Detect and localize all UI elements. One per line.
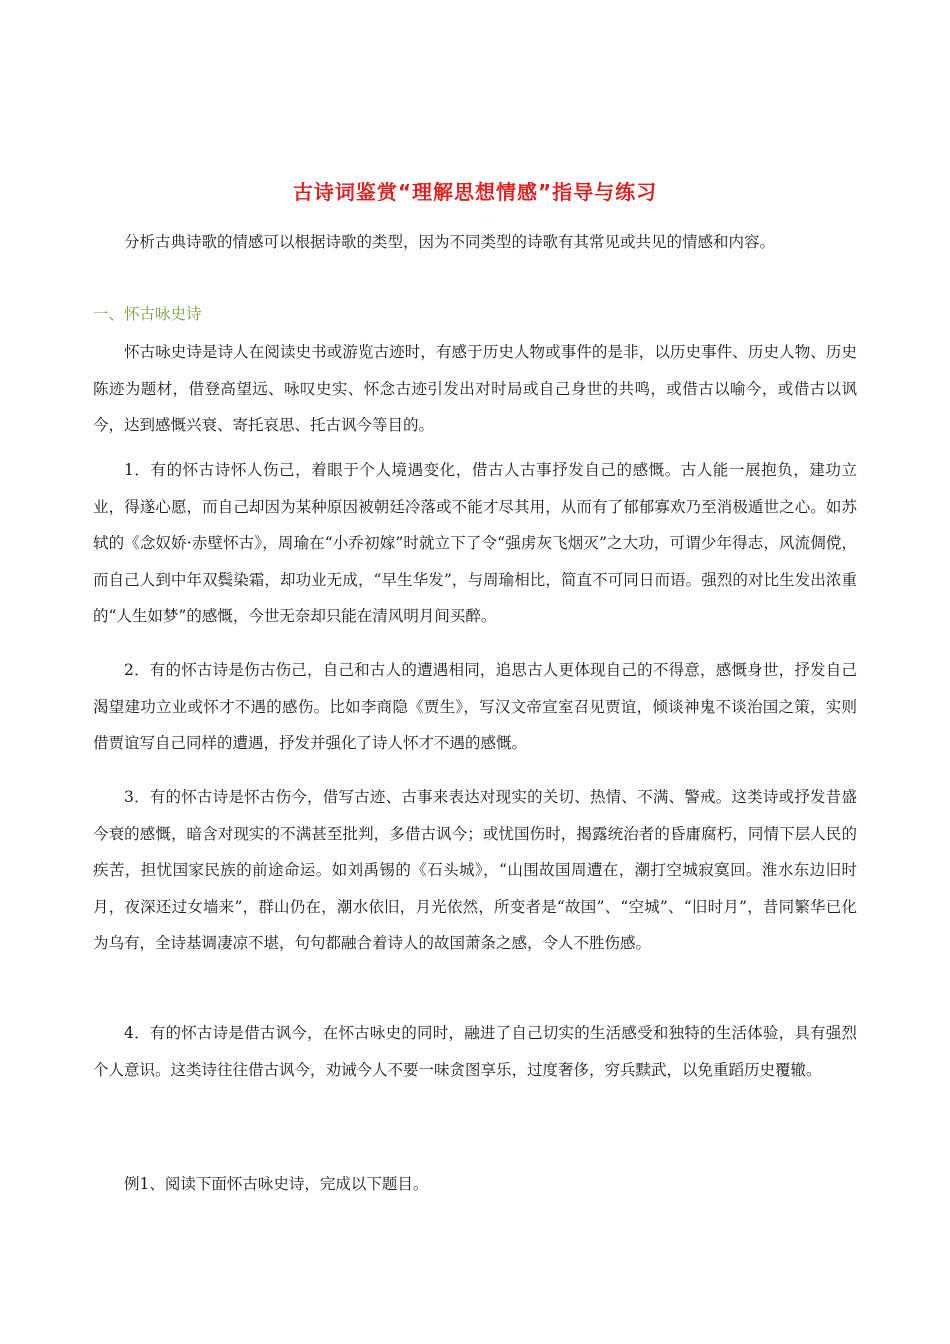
example-prompt: 例1、阅读下面怀古咏史诗，完成以下题目。 <box>124 1175 429 1193</box>
paragraph-point-2: 2．有的怀古诗是伤古伤己，自己和古人的遭遇相同，追思古人更体现自己的不得意，感慨身世，抒发自己渴望建功立业或怀才不遇的感伤。比如李商隐《贾生》，写汉文帝宣室召见贾谊，倾谈神鬼不谈治国之策，实则借贾谊写自己同样的遭遇，抒发并强化了诗人怀才不遇的感慨。 <box>93 661 857 752</box>
section-heading: 一、怀古咏史诗 <box>93 305 202 323</box>
intro-paragraph: 分析古典诗歌的情感可以根据诗歌的类型，因为不同类型的诗歌有其常见或共见的情感和内容。 <box>124 233 776 251</box>
paragraph-point-1: 1．有的怀古诗怀人伤己，着眼于个人境遇变化，借古人古事抒发自己的感慨。古人能一展抱负，建功立业，得遂心愿，而自己却因为某种原因被朝廷冷落或不能才尽其用，从而有了郁郁寡欢乃至消极遁世之心。如苏轼的《念奴娇·赤壁怀古》，周瑜在“小乔初嫁”时就立下了令“强虏灰飞烟灭”之大功，可谓少年得志，风流倜傥，而自己人到中年双鬓染霜，却功业无成，“早生华发”，与周瑜相比，简直不可同日而语。强烈的对比生发出浓重的“人生如梦”的感慨，今世无奈却只能在清风明月间买醉。 <box>93 461 857 625</box>
document-title: 古诗词鉴赏“理解思想情感”指导与练习 <box>292 180 658 204</box>
paragraph-overview: 怀古咏史诗是诗人在阅读史书或游览古迹时，有感于历史人物或事件的是非，以历史事件、历史人物、历史陈迹为题材，借登高望远、咏叹史实、怀念古迹引发出对时局或自己身世的共鸣，或借古以喻今，或借古以讽今，达到感慨兴衰、寄托哀思、托古讽今等目的。 <box>93 343 857 434</box>
paragraph-point-3: 3．有的怀古诗是怀古伤今，借写古迹、古事来表达对现实的关切、热情、不满、警戒。这类诗或抒发昔盛今衰的感慨，暗含对现实的不满甚至批判，多借古讽今；或忧国伤时，揭露统治者的昏庸腐朽，同情下层人民的疾苦，担忧国家民族的前途命运。如刘禹锡的《石头城》，“山围故国周遭在，潮打空城寂寞回。淮水东边旧时月，夜深还过女墙来”，群山仍在，潮水依旧，月光依然，所变者是“故国”、“空城”、“旧时月”，昔同繁华已化为乌有，全诗基调凄凉不堪，句句都融合着诗人的故国萧条之感，令人不胜伤感。 <box>93 788 857 952</box>
paragraph-point-4: 4．有的怀古诗是借古讽今，在怀古咏史的同时，融进了自己切实的生活感受和独特的生活体验，具有强烈个人意识。这类诗往往借古讽今，劝诫今人不要一味贪图享乐，过度奢侈，穷兵黩武，以免重蹈历史覆辙。 <box>93 1024 857 1079</box>
